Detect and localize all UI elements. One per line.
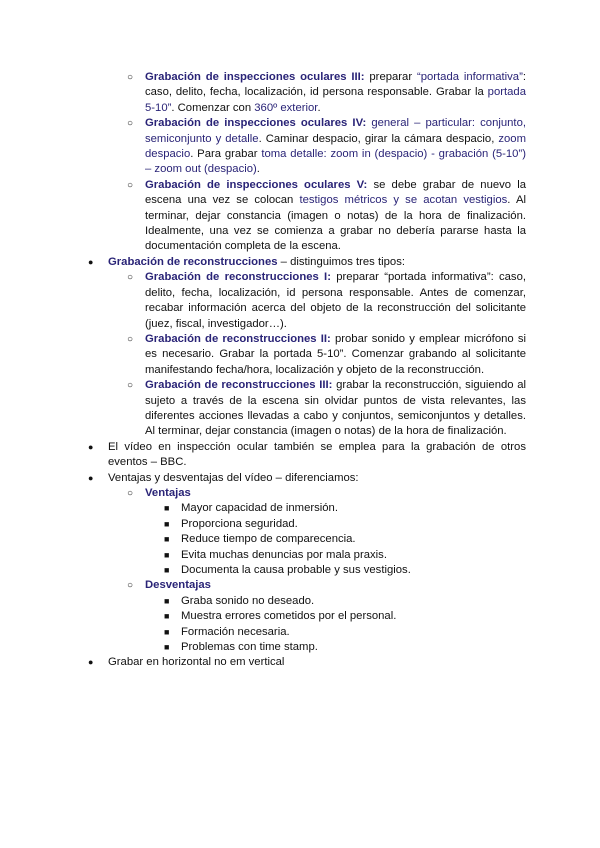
list-item: ■ Muestra errores cometidos por el personal. [0,609,511,624]
square-bullet-icon: ■ [164,626,170,637]
disc-bullet-icon: ● [88,657,94,668]
list-item [0,578,526,593]
list-item: ■ Reduce tiempo de comparecencia. [0,532,511,547]
list-item [0,378,526,440]
list-item: ■ Evita muchas denuncias por mala praxis. [0,548,511,563]
paragraph: El vídeo en inspección ocular también se emplea para la grabación de otros eventos – BBC. [108,440,526,469]
paragraph: Grabación de reconstrucciones III: grabar la reconstrucción, siguiendo al sujeto a través de la escena sin olvidar puntos de vista relevantes, las diferentes acciones llevadas a cabo y conjuntos, semiconjuntos y detalles. Al terminar, dejar constancia (imagen o notas) de la hora de finalización. [145,379,527,438]
circle-bullet-icon: ○ [127,487,134,499]
paragraph: Grabación de reconstrucciones – distinguimos tres tipos: [108,255,405,268]
circle-bullet-icon: ○ [127,380,134,392]
list-item: ■ Proporciona seguridad. [0,517,511,532]
list-item: ■ Graba sonido no deseado. [0,594,511,609]
section-heading: Ventajas [145,486,191,499]
paragraph: Grabación de inspecciones oculares V: se debe grabar de nuevo la escena una vez se colocan testigos métricos y se acotan vestigios. Al terminar, dejar constancia (imagen o notas) de la hora de finalización. Idealmente, una vez se comienza a grabar no debería pararse hasta la documentación completa de la escena. [145,178,527,253]
circle-bullet-icon: ○ [127,333,134,345]
list-item [0,486,526,501]
square-bullet-icon: ■ [164,642,170,653]
disc-bullet-icon: ● [88,441,94,452]
list-item: ■ Formación necesaria. [0,625,511,640]
list-item [0,70,526,116]
list-item [0,471,526,486]
square-bullet-icon: ■ [164,565,170,575]
list-item [0,255,526,270]
square-bullet-icon: ■ [164,595,170,606]
list-item: ■ Mayor capacidad de inmersión. [0,501,511,516]
square-bullet-icon: ■ [164,518,170,529]
square-bullet-icon: ■ [164,534,170,545]
disc-bullet-icon: ● [88,256,94,267]
square-bullet-icon: ■ [164,549,170,560]
list-item [0,178,526,255]
document-page [0,68,600,671]
list-item [0,116,526,178]
circle-bullet-icon: ○ [127,72,134,83]
paragraph: Grabación de reconstrucciones I: preparar “portada informativa”: caso, delito, fecha, localización, id persona responsable. Antes de comenzar, recabar información acerca del objeto de la reconstrucción del solicitante (juez, fiscal, investigador…). [145,271,526,330]
disc-bullet-icon: ● [88,472,94,483]
paragraph: Grabación de inspecciones oculares IV: general – particular: conjunto, semiconjunto y detalle. Caminar despacio, girar la cámara despacio, zoom despacio. Para grabar toma detalle: zoom in (despacio) - grabación (5-10”) – zoom out (despacio). [145,117,526,176]
square-bullet-icon: ■ [164,503,170,514]
list-item: ■ Problemas con time stamp. [0,640,511,655]
list-item [0,270,526,332]
paragraph: Grabación de inspecciones oculares III: preparar “portada informativa”: caso, delito, fecha, localización, id persona responsable. Grabar la portada 5-10”. Comenzar con 360º exterior. [145,71,526,114]
circle-bullet-icon: ○ [127,179,134,191]
circle-bullet-icon: ○ [127,118,134,130]
circle-bullet-icon: ○ [127,272,134,284]
list-item [0,655,526,670]
square-bullet-icon: ■ [164,611,170,622]
section-heading: Desventajas [145,579,211,592]
circle-bullet-icon: ○ [127,580,134,592]
paragraph: Ventajas y desventajas del vídeo – diferenciamos: [108,471,359,484]
paragraph: Grabar en horizontal no em vertical [108,656,285,669]
list-item [0,440,526,471]
paragraph: Grabación de reconstrucciones II: probar sonido y emplear micrófono si es necesario. Grabar la portada 5-10”. Comenzar grabando al solicitante manifestando fecha/hora, localización y objeto de la reconstrucción. [145,332,527,376]
list-item: ■ Documenta la causa probable y sus vestigios. [0,563,511,578]
list-item [0,332,526,378]
